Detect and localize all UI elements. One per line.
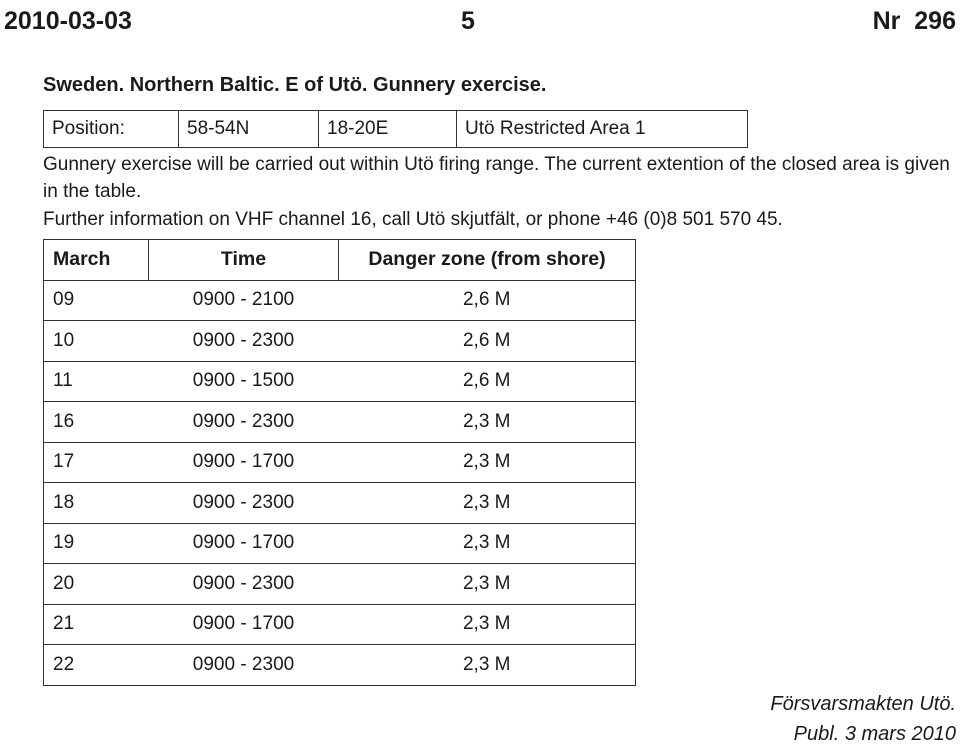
cell-zone: 2,3 M (339, 564, 636, 605)
cell-time: 0900 - 2300 (149, 564, 339, 605)
position-area: Utö Restricted Area 1 (457, 111, 748, 148)
cell-day: 09 (44, 280, 149, 321)
table-row (44, 402, 636, 443)
notice-number (873, 6, 956, 36)
cell-day: 17 (44, 442, 149, 483)
cell-zone: 2,3 M (339, 483, 636, 524)
notice-description: Gunnery exercise will be carried out within Utö firing range. The current extention of the closed area is given in the table. (43, 154, 950, 202)
cell-time: 0900 - 2300 (149, 402, 339, 443)
notice-number-label: Nr (872, 7, 901, 35)
table-row (44, 483, 636, 524)
cell-day: 19 (44, 523, 149, 564)
cell-zone: 2,6 M (339, 361, 636, 402)
position-latitude: 58-54N (179, 111, 319, 148)
notice-title: Sweden. Northern Baltic. E of Utö. Gunnery exercise. (43, 74, 547, 96)
cell-time: 0900 - 2300 (149, 645, 339, 686)
cell-time: 0900 - 1700 (149, 604, 339, 645)
table-row (44, 564, 636, 605)
cell-time: 0900 - 2300 (149, 483, 339, 524)
cell-day: 16 (44, 402, 149, 443)
cell-zone: 2,6 M (339, 321, 636, 362)
cell-day: 20 (44, 564, 149, 605)
position-label: Position: (44, 111, 179, 148)
notice-date: 2010-03-03 (4, 7, 132, 35)
cell-time: 0900 - 1700 (149, 442, 339, 483)
issuing-organization: Försvarsmakten Utö. (770, 693, 956, 715)
table-row (44, 280, 636, 321)
danger-zone-table (43, 239, 636, 686)
table-row (44, 442, 636, 483)
cell-zone: 2,3 M (339, 604, 636, 645)
cell-time: 0900 - 1500 (149, 361, 339, 402)
cell-zone: 2,3 M (339, 523, 636, 564)
column-header-time: Time (149, 240, 339, 281)
cell-zone: 2,3 M (339, 442, 636, 483)
cell-day: 11 (44, 361, 149, 402)
cell-zone: 2,3 M (339, 402, 636, 443)
position-longitude: 18-20E (319, 111, 457, 148)
cell-zone: 2,3 M (339, 645, 636, 686)
table-header-row (44, 240, 636, 281)
cell-day: 18 (44, 483, 149, 524)
cell-time: 0900 - 1700 (149, 523, 339, 564)
cell-time: 0900 - 2300 (149, 321, 339, 362)
table-row (44, 321, 636, 362)
cell-zone: 2,6 M (339, 280, 636, 321)
notice-contact-info: Further information on VHF channel 16, call Utö skjutfält, or phone +46 (0)8 501 570 45. (43, 209, 783, 230)
table-row (44, 361, 636, 402)
cell-day: 21 (44, 604, 149, 645)
column-header-danger-zone: Danger zone (from shore) (339, 240, 636, 281)
cell-time: 0900 - 2100 (149, 280, 339, 321)
column-header-march: March (44, 240, 149, 281)
position-row (44, 111, 748, 148)
cell-day: 10 (44, 321, 149, 362)
page-number: 5 (461, 7, 475, 35)
publication-date: Publ. 3 mars 2010 (793, 723, 956, 745)
notice-number-value: 296 (914, 7, 956, 35)
position-table (43, 110, 748, 148)
table-row (44, 645, 636, 686)
table-row (44, 523, 636, 564)
cell-day: 22 (44, 645, 149, 686)
table-row (44, 604, 636, 645)
